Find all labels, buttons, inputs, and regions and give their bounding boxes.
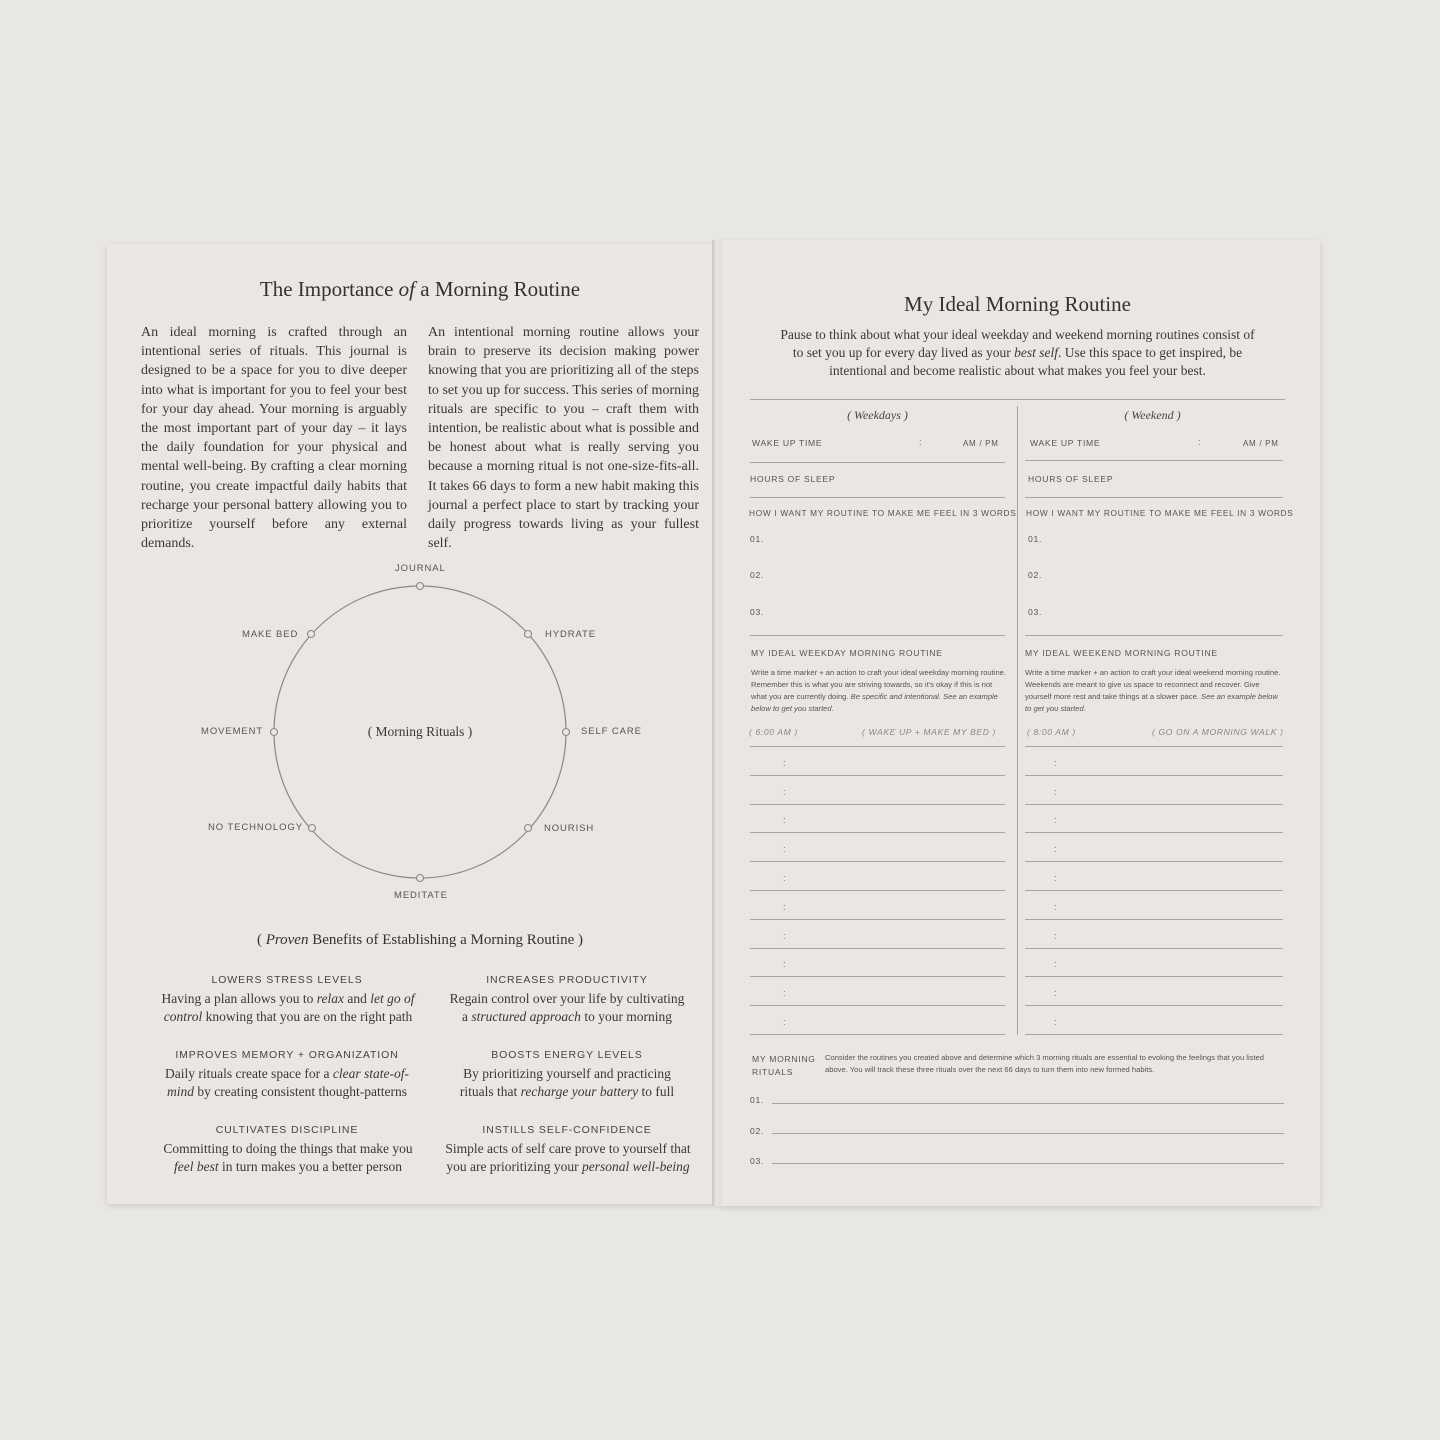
- weekday-time-colon: :: [783, 815, 786, 826]
- weekend-routine-description: Write a time marker + an action to craft your ideal weekend morning routine. Weekends are meant to give us space to reconnect and recover. Give yourself more rest and take things at a slower pace. See an example below to get you started.: [1025, 668, 1281, 713]
- weekend-routine-entry-field[interactable]: [1025, 780, 1283, 802]
- ritual-field-3[interactable]: [772, 1148, 1284, 1164]
- rule: [772, 1163, 1284, 1164]
- weekend-example-time: ( 8:00 AM ): [1027, 727, 1076, 737]
- weekday-time-colon: :: [783, 1017, 786, 1027]
- rule: [1025, 861, 1283, 862]
- weekday-routine-entry-field[interactable]: [750, 981, 1005, 1003]
- wheel-label-no-technology: NO TECHNOLOGY: [208, 822, 303, 833]
- weekday-feel-number: 03.: [750, 607, 765, 617]
- rule: [1025, 890, 1283, 891]
- rule: [1025, 919, 1283, 920]
- wheel-node-self-care: [563, 729, 570, 736]
- weekend-feel-field-3[interactable]: [1048, 600, 1283, 622]
- weekday-feel-field-1[interactable]: [770, 528, 1005, 550]
- rule: [750, 832, 1005, 833]
- weekend-time-colon: :: [1054, 901, 1057, 912]
- rule: [1025, 948, 1283, 949]
- weekend-feel-label: HOW I WANT MY ROUTINE TO MAKE ME FEEL IN 3 WORDS: [1026, 508, 1294, 518]
- weekend-hours-of-sleep-field[interactable]: [1180, 470, 1283, 496]
- weekday-feel-field-2[interactable]: [770, 564, 1005, 586]
- weekend-feel-number: 01.: [1028, 534, 1043, 544]
- form-top-rule: [750, 399, 1285, 400]
- weekday-routine-entry-field[interactable]: [750, 808, 1005, 830]
- weekday-feel-number: 02.: [750, 570, 765, 580]
- weekday-example-action: ( WAKE UP + MAKE MY BED ): [862, 727, 996, 737]
- weekend-routine-entry-field[interactable]: [1025, 895, 1283, 917]
- weekday-routine-description: Write a time marker + an action to craft your ideal weekday morning routine. Remember this is what you are striving towards, so it's okay if this is not what you are currently doing. Be specific and intentional. See an example below to get you started.: [751, 668, 1006, 713]
- rule: [1025, 1034, 1283, 1035]
- rule: [750, 1034, 1005, 1035]
- rule: [1025, 804, 1283, 805]
- wheel-node-hydrate: [525, 631, 532, 638]
- weekend-time-colon: :: [1054, 786, 1057, 797]
- weekday-wake-up-time-label: WAKE UP TIME: [752, 438, 823, 448]
- weekday-routine-entry-field[interactable]: [750, 866, 1005, 888]
- rule: [750, 804, 1005, 805]
- weekday-routine-entry-field[interactable]: [750, 751, 1005, 773]
- rule: [750, 861, 1005, 862]
- ritual-number: 01.: [750, 1095, 765, 1105]
- ritual-number: 02.: [750, 1126, 765, 1136]
- benefits-heading: ( Proven Benefits of Establishing a Morning Routine ): [256, 932, 584, 948]
- weekday-hours-of-sleep-field[interactable]: [900, 470, 1005, 496]
- weekday-routine-title: MY IDEAL WEEKDAY MORNING ROUTINE: [751, 648, 943, 658]
- weekday-time-colon: :: [783, 959, 786, 970]
- intro-column-2: An intentional morning routine allows your brain to preserve its decision making power knowing that you are prioritizing all of the steps to set you up for success. This series of morning rituals are specific to you – craft them with intention, be realistic about what is possible and be honest about what is really serving you because a morning ritual is not one-size-fits-all. It takes 66 days to form a new habit making this journal a perfect place to start by tracking your daily progress towards living as your fullest self.: [428, 325, 699, 552]
- weekday-am-pm: AM / PM: [963, 439, 999, 448]
- rule: [772, 1133, 1284, 1134]
- benefit-description: By prioritizing yourself and practicing rituals that recharge your battery to full: [459, 1066, 675, 1099]
- weekend-routine-entry-field[interactable]: [1025, 808, 1283, 830]
- weekend-feel-field-2[interactable]: [1048, 564, 1283, 586]
- rule: [750, 948, 1005, 949]
- rule: [1025, 460, 1283, 461]
- weekend-routine-entry-field[interactable]: [1025, 924, 1283, 946]
- weekday-time-colon: :: [783, 930, 786, 941]
- right-page-intro: Pause to think about what your ideal weekday and weekend morning routines consist of to set you up for every day lived as your best self. Use this space to get inspired, be intentional and become realistic about what makes you feel your best.: [780, 327, 1255, 378]
- rituals-label: MY MORNING RITUALS: [752, 1054, 816, 1077]
- wheel-node-journal: [417, 583, 424, 590]
- ritual-field-1[interactable]: [772, 1088, 1284, 1104]
- wheel-center-label: ( Morning Rituals ): [367, 724, 473, 739]
- weekend-wake-up-time-label: WAKE UP TIME: [1030, 438, 1101, 448]
- weekday-feel-number: 01.: [750, 534, 765, 544]
- benefit-description: Daily rituals create space for a clear state-of-mind by creating consistent thought-patterns: [164, 1066, 410, 1099]
- benefit-label: CULTIVATES DISCIPLINE: [215, 1124, 359, 1136]
- weekend-routine-entry-field[interactable]: [1025, 1010, 1283, 1032]
- weekend-routine-entry-field[interactable]: [1025, 751, 1283, 773]
- weekday-routine-entry-field[interactable]: [750, 780, 1005, 802]
- wheel-node-meditate: [417, 875, 424, 882]
- wheel-label-self-care: SELF CARE: [581, 726, 642, 737]
- rule: [750, 1005, 1005, 1006]
- weekday-hours-of-sleep-label: HOURS OF SLEEP: [750, 474, 836, 484]
- rule: [750, 976, 1005, 977]
- weekend-wake-up-time-field[interactable]: [1025, 451, 1283, 463]
- wheel-label-movement: MOVEMENT: [201, 726, 264, 737]
- rule: [1025, 1005, 1283, 1006]
- benefit-label: INCREASES PRODUCTIVITY: [486, 974, 648, 986]
- weekday-example-time: ( 6:00 AM ): [749, 727, 798, 737]
- wheel-node-no-technology: [309, 825, 316, 832]
- benefit-label: BOOSTS ENERGY LEVELS: [491, 1049, 643, 1061]
- rule: [1025, 497, 1283, 498]
- rule: [1025, 976, 1283, 977]
- weekend-routine-entry-field[interactable]: [1025, 952, 1283, 974]
- benefit-label: INSTILLS SELF-CONFIDENCE: [482, 1124, 652, 1136]
- intro-column-1: An ideal morning is crafted through an intentional series of rituals. This journal is designed to be a space for you to dive deeper into what is important for you to feel your best for your day ahead. Your morning is arguably the most important part of your day – it lays the daily foundation for your physical and mental well-being. By crafting a clear morning routine, you create impactful daily habits that recharge your personal battery allowing you to prioritize yourself before any external demands.: [141, 325, 407, 552]
- weekend-time-colon: :: [1054, 815, 1057, 826]
- weekend-am-pm: AM / PM: [1243, 439, 1279, 448]
- wheel-node-movement: [271, 729, 278, 736]
- weekday-time-colon: :: [783, 844, 786, 855]
- weekend-routine-entry-field[interactable]: [1025, 837, 1283, 859]
- rule: [750, 890, 1005, 891]
- wheel-node-nourish: [525, 825, 532, 832]
- rule: [750, 775, 1005, 776]
- weekend-time-colon: :: [1054, 757, 1057, 768]
- weekday-feel-field-3[interactable]: [770, 600, 1005, 622]
- rule: [750, 497, 1005, 498]
- wheel-label-meditate: MEDITATE: [394, 890, 448, 901]
- rule: [772, 1103, 1284, 1104]
- book-spine: [712, 240, 722, 1206]
- right-page-title: My Ideal Morning Routine: [904, 292, 1131, 316]
- weekend-heading: ( Weekend ): [1124, 408, 1181, 422]
- weekday-routine-entry-field[interactable]: [750, 952, 1005, 974]
- wheel-node-make-bed: [308, 631, 315, 638]
- wheel-label-make-bed: MAKE BED: [242, 629, 299, 640]
- rituals-description: Consider the routines you created above and determine which 3 morning rituals are essential to evoking the feelings that you listed above. You will track these three rituals over the next 66 days to turn them into new formed habits.: [825, 1053, 1265, 1074]
- rule: [1025, 746, 1283, 747]
- weekend-feel-field-1[interactable]: [1048, 528, 1283, 550]
- weekend-routine-title: MY IDEAL WEEKEND MORNING ROUTINE: [1025, 648, 1218, 658]
- form-column-divider: [1017, 406, 1018, 1035]
- left-page-title: The Importance of a Morning Routine: [259, 277, 581, 301]
- rule: [1025, 635, 1283, 636]
- weekend-time-colon: :: [1054, 1017, 1057, 1027]
- rule: [750, 919, 1005, 920]
- ritual-number: 03.: [750, 1156, 765, 1166]
- weekday-wake-colon: :: [919, 437, 922, 447]
- benefit-description: Committing to doing the things that make you feel best in turn makes you a better person: [163, 1141, 413, 1174]
- benefit-label: IMPROVES MEMORY + ORGANIZATION: [175, 1049, 399, 1061]
- weekday-time-colon: :: [783, 757, 786, 768]
- weekend-hours-of-sleep-label: HOURS OF SLEEP: [1028, 474, 1114, 484]
- wheel-label-nourish: NOURISH: [544, 823, 595, 834]
- weekday-time-colon: :: [783, 988, 786, 999]
- weekday-routine-entry-field[interactable]: [750, 924, 1005, 946]
- weekend-time-colon: :: [1054, 959, 1057, 970]
- rule: [750, 635, 1005, 636]
- benefit-label: LOWERS STRESS LEVELS: [211, 974, 363, 986]
- weekend-wake-colon: :: [1198, 437, 1201, 447]
- weekend-feel-number: 02.: [1028, 570, 1043, 580]
- weekend-feel-number: 03.: [1028, 607, 1043, 617]
- weekend-example-action: ( GO ON A MORNING WALK ): [1152, 727, 1284, 737]
- weekend-routine-entry-field[interactable]: [1025, 866, 1283, 888]
- weekday-routine-entry-field[interactable]: [750, 895, 1005, 917]
- weekday-time-colon: :: [783, 873, 786, 883]
- wheel-label-journal: JOURNAL: [395, 563, 446, 574]
- weekday-routine-entry-field[interactable]: [750, 1010, 1005, 1032]
- weekdays-heading: ( Weekdays ): [847, 408, 908, 422]
- rule: [1025, 775, 1283, 776]
- benefit-description: Having a plan allows you to relax and let go of control knowing that you are on the right path: [161, 991, 415, 1024]
- benefit-description: Regain control over your life by cultivating a structured approach to your morning: [449, 991, 685, 1024]
- benefit-description: Simple acts of self care prove to yourself that you are prioritizing your personal well-being: [445, 1141, 691, 1174]
- weekend-time-colon: :: [1054, 930, 1057, 941]
- weekend-time-colon: :: [1054, 988, 1057, 999]
- rule: [1025, 832, 1283, 833]
- weekday-time-colon: :: [783, 901, 786, 912]
- weekday-routine-entry-field[interactable]: [750, 837, 1005, 859]
- weekend-time-colon: :: [1054, 873, 1057, 883]
- ritual-field-2[interactable]: [772, 1118, 1284, 1134]
- weekday-time-colon: :: [783, 786, 786, 797]
- rule: [750, 462, 1005, 463]
- weekday-feel-label: HOW I WANT MY ROUTINE TO MAKE ME FEEL IN 3 WORDS: [749, 508, 1017, 518]
- rule: [750, 746, 1005, 747]
- weekend-time-colon: :: [1054, 844, 1057, 855]
- weekend-routine-entry-field[interactable]: [1025, 981, 1283, 1003]
- wheel-label-hydrate: HYDRATE: [545, 629, 596, 640]
